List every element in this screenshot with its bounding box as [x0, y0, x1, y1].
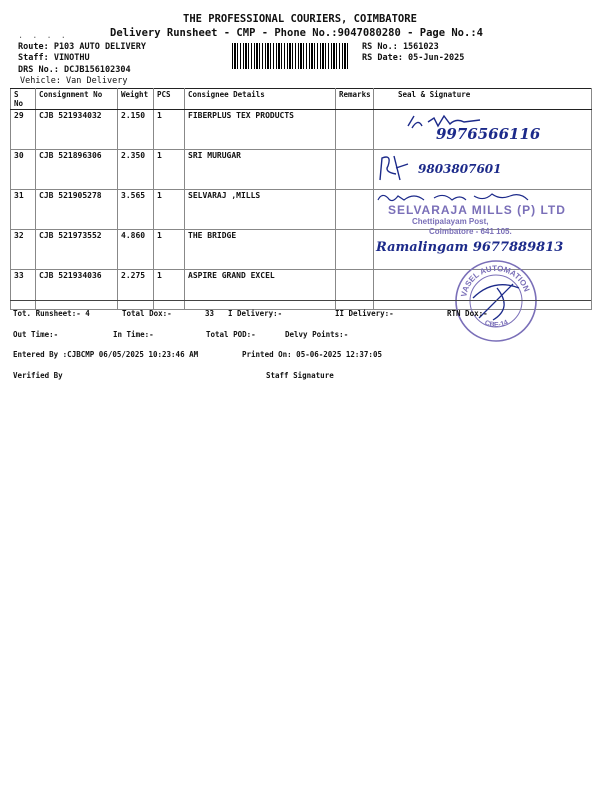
rs-date: RS Date: 05-Jun-2025 [362, 53, 465, 63]
staff-label: Staff: VINOTHU [18, 53, 90, 63]
table-header-row [11, 89, 592, 110]
company-title: THE PROFESSIONAL COURIERS, COIMBATORE [183, 13, 417, 25]
cell-pcs: 1 [154, 150, 185, 190]
in-time: In Time:- [113, 330, 154, 339]
col-pcs: PCS [154, 89, 185, 110]
cell-consignee: THE BRIDGE [185, 230, 336, 270]
dotted-marks: . . . . [18, 31, 68, 41]
runsheet-subtitle: Delivery Runsheet - CMP - Phone No.:9047080280 - Page No.:4 [110, 27, 483, 39]
staff-signature: Staff Signature [266, 371, 334, 380]
total-dox-count: 33 [205, 309, 215, 318]
i-delivery: I Delivery:- [228, 309, 283, 318]
signature-phone: 9976566116 [436, 125, 541, 143]
col-sno: S No [11, 89, 36, 110]
signature-scribble [374, 152, 414, 184]
stamp-address-line1: Chettipalayam Post, [412, 217, 489, 226]
delivery-points: Delvy Points:- [285, 330, 349, 339]
signature-name-phone: Ramalingam 9677889813 [376, 240, 564, 255]
table-row [11, 110, 592, 150]
cell-sno: 30 [11, 150, 36, 190]
total-pod: Total POD:- [206, 330, 256, 339]
seal-top-text: VASEL AUTOMATION [459, 263, 532, 298]
cell-remarks [336, 110, 374, 150]
cell-consignment: CJB 521896306 [36, 150, 118, 190]
out-time: Out Time:- [13, 330, 59, 339]
signature-phone: 9803807601 [418, 162, 502, 176]
cell-weight: 2.275 [118, 270, 154, 310]
printed-on: Printed On: 05-06-2025 12:37:05 [242, 350, 382, 359]
vehicle-label: Vehicle: Van Delivery [20, 76, 128, 86]
cell-weight: 3.565 [118, 190, 154, 230]
stamp-company-name: SELVARAJA MILLS (P) LTD [388, 203, 566, 217]
cell-consignment: CJB 521973552 [36, 230, 118, 270]
round-seal-stamp [453, 258, 539, 344]
cell-signature [374, 110, 592, 150]
rtn-dox: RTN Dox:- [447, 309, 488, 318]
cell-weight: 4.860 [118, 230, 154, 270]
total-dox-label: Total Dox:- [122, 309, 172, 318]
col-seal-signature: Seal & Signature [374, 89, 592, 110]
cell-sno: 29 [11, 110, 36, 150]
cell-consignment: CJB 521934032 [36, 110, 118, 150]
col-consignment: Consignment No [36, 89, 118, 110]
col-consignee: Consignee Details [185, 89, 336, 110]
cell-consignee: SRI MURUGAR [185, 150, 336, 190]
cell-consignee: ASPIRE GRAND EXCEL [185, 270, 336, 310]
seal-bottom-text: CBE-14 [483, 319, 510, 329]
cell-sno: 31 [11, 190, 36, 230]
cell-pcs: 1 [154, 270, 185, 310]
cell-pcs: 1 [154, 110, 185, 150]
cell-consignment: CJB 521905278 [36, 190, 118, 230]
cell-pcs: 1 [154, 190, 185, 230]
drs-number: DRS No.: DCJB156102304 [18, 65, 131, 75]
cell-consignee: FIBERPLUS TEX PRODUCTS [185, 110, 336, 150]
cell-signature [374, 190, 592, 236]
cell-pcs: 1 [154, 230, 185, 270]
cell-signature [374, 150, 592, 190]
cell-weight: 2.150 [118, 110, 154, 150]
cell-weight: 2.350 [118, 150, 154, 190]
cell-sno: 33 [11, 270, 36, 310]
ii-delivery: II Delivery:- [335, 309, 394, 318]
stamp-address-line2: Coimbatore - 641 105. [429, 227, 512, 236]
rs-number: RS No.: 1561023 [362, 42, 439, 52]
col-remarks: Remarks [336, 89, 374, 110]
route-label: Route: P103 AUTO DELIVERY [18, 42, 146, 52]
total-runsheet: Tot. Runsheet:- 4 [13, 309, 90, 318]
table-row [11, 150, 592, 190]
cell-remarks [336, 270, 374, 310]
summary-top-divider [10, 300, 591, 301]
verified-by: Verified By [13, 371, 63, 380]
cell-consignment: CJB 521934036 [36, 270, 118, 310]
barcode [232, 43, 350, 69]
cell-remarks [336, 150, 374, 190]
cell-remarks [336, 190, 374, 230]
table-row [11, 190, 592, 230]
col-weight: Weight [118, 89, 154, 110]
cell-consignee: SELVARAJ ,MILLS [185, 190, 336, 230]
cell-remarks [336, 230, 374, 270]
entered-by: Entered By :CJBCMP 06/05/2025 10:23:46 AM [13, 350, 199, 359]
cell-sno: 32 [11, 230, 36, 270]
